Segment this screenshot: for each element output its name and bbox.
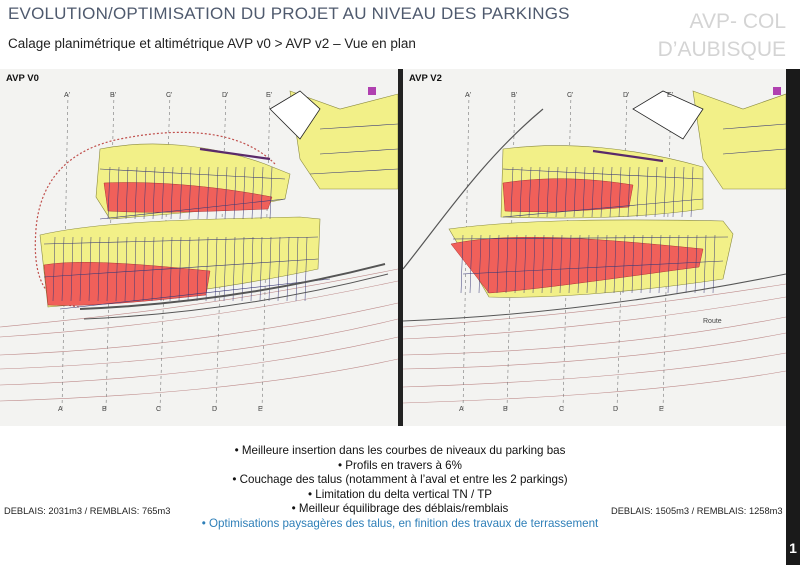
- section-mark-bottom: B: [102, 406, 107, 413]
- plan-drawing-v0: [0, 69, 398, 426]
- section-mark-top: E': [266, 92, 273, 99]
- bullet-item: • Meilleure insertion dans les courbes de niveaux du parking bas: [234, 444, 566, 457]
- section-mark-bottom: E: [258, 406, 263, 413]
- brand-line-2: D’AUBISQUE: [657, 38, 786, 61]
- section-mark-top: A': [465, 92, 472, 99]
- section-mark-bottom: B: [503, 406, 508, 413]
- section-mark-top: C': [166, 92, 173, 99]
- earthwork-stats-v0: DEBLAIS: 2031m3 / REMBLAIS: 765m3: [4, 506, 171, 516]
- section-mark-bottom: E: [659, 406, 664, 413]
- section-mark-bottom: D: [212, 406, 218, 413]
- bullet-item: • Limitation du delta vertical TN / TP: [307, 487, 493, 501]
- bullet-item: • Profils en travers à 6%: [338, 458, 462, 472]
- brand-line-1: AVP- COL: [689, 10, 786, 33]
- plan-label-v2: AVP V2: [409, 73, 442, 84]
- section-mark-bottom: A: [58, 406, 63, 413]
- section-mark-top: A': [64, 92, 71, 99]
- page-subtitle: Calage planimétrique et altimétrique AVP v0 > AVP v2 – Vue en plan: [8, 36, 416, 51]
- right-edge-bar: [786, 69, 800, 565]
- plan-avp-v2: [403, 69, 786, 426]
- section-mark-top: D': [222, 92, 229, 99]
- section-mark-top: C': [567, 92, 574, 99]
- bullet-item-highlight: • Optimisations paysagères des talus, en finition des travaux de terrassement: [201, 516, 599, 530]
- section-mark-top: B': [511, 92, 518, 99]
- improvements-list: [170, 444, 630, 532]
- section-mark-top: B': [110, 92, 117, 99]
- road-label: Route: [703, 318, 722, 325]
- project-brand: [658, 8, 786, 64]
- page-title: EVOLUTION/OPTIMISATION DU PROJET AU NIVEAU DES PARKINGS: [8, 4, 570, 23]
- plan-drawing-v2: [403, 69, 786, 426]
- earthwork-stats-v2: DEBLAIS: 1505m3 / REMBLAIS: 1258m3: [611, 506, 783, 516]
- bullet-item: • Couchage des talus (notamment à l’aval et entre les 2 parkings): [232, 473, 568, 487]
- plan-label-v0: AVP V0: [6, 73, 39, 84]
- section-mark-bottom: A: [459, 406, 464, 413]
- bullet-item: • Meilleur équilibrage des déblais/remblais: [291, 502, 509, 516]
- plan-avp-v0: [0, 69, 398, 426]
- section-mark-top: E': [667, 92, 674, 99]
- section-mark-bottom: D: [613, 406, 619, 413]
- section-mark-top: D': [623, 92, 630, 99]
- section-mark-bottom: C: [559, 406, 565, 413]
- section-mark-bottom: C: [156, 406, 162, 413]
- page-number: 1: [789, 540, 797, 556]
